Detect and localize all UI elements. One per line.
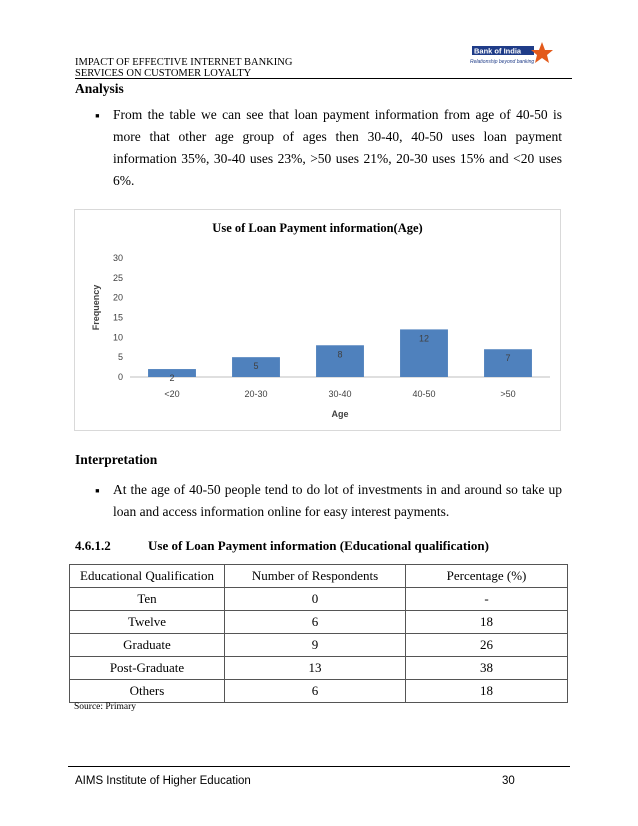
table-cell: 6: [225, 611, 406, 634]
table-header-row: [70, 565, 568, 588]
section-number: 4.6.1.2: [75, 538, 111, 553]
logo-tagline: Relationship beyond banking: [470, 59, 535, 65]
table-row: [70, 588, 568, 611]
data-label: 8: [337, 349, 343, 360]
interpretation-heading: Interpretation: [75, 452, 158, 467]
chart-title: Use of Loan Payment information(Age): [212, 221, 423, 235]
table-cell: Ten: [70, 588, 225, 611]
y-tick-label: 25: [112, 272, 123, 283]
header-rule: [75, 78, 572, 79]
table-cell: 18: [406, 680, 568, 703]
bullet-icon: ▪: [95, 108, 100, 123]
running-header: [75, 57, 305, 79]
header-line-2: SERVICES ON CUSTOMER LOYALTY: [75, 68, 252, 79]
footer-institute: AIMS Institute of Higher Education: [75, 775, 251, 787]
footer-rule: [68, 766, 570, 767]
table-source: Source: Primary: [74, 702, 137, 712]
data-label: 5: [253, 361, 259, 372]
bar-chart: [75, 210, 560, 430]
table-header-cell: Number of Respondents: [225, 565, 406, 588]
y-tick-label: 10: [112, 332, 123, 343]
table-cell: 6: [225, 680, 406, 703]
analysis-heading: Analysis: [75, 81, 124, 96]
x-tick-label: >50: [500, 389, 516, 399]
y-tick-label: 5: [117, 352, 123, 363]
table-cell: Graduate: [70, 634, 225, 657]
x-tick-label: 20-30: [244, 389, 268, 399]
table-cell: 0: [225, 588, 406, 611]
table-cell: 18: [406, 611, 568, 634]
bullet-icon: ▪: [95, 483, 100, 498]
y-tick-label: 15: [112, 312, 123, 323]
y-axis-title: Frequency: [91, 284, 101, 331]
header-line-1: IMPACT OF EFFECTIVE INTERNET BANKING: [75, 57, 293, 68]
table-cell: Others: [70, 680, 225, 703]
x-tick-label: 30-40: [328, 389, 352, 399]
chart-container: [74, 209, 561, 431]
page-number: 30: [502, 775, 515, 787]
data-label: 7: [505, 353, 511, 364]
qualification-table: [69, 564, 568, 703]
table-row: [70, 634, 568, 657]
table-cell: -: [406, 588, 568, 611]
table-cell: 26: [406, 634, 568, 657]
logo-text: Bank of India: [474, 46, 522, 56]
table-cell: 13: [225, 657, 406, 680]
table-row: [70, 657, 568, 680]
table-cell: 38: [406, 657, 568, 680]
x-axis-title: Age: [331, 409, 349, 419]
analysis-text: From the table we can see that loan payment information from age of 40-50 is more that other age group of ages then 30-40, 40-50 uses loan payment information 35%, 30-40 uses 23%, >50 uses 21%, 20-30 uses 15% and <20 uses 6%.: [113, 107, 562, 188]
y-tick-label: 20: [112, 292, 123, 303]
y-tick-label: 0: [117, 372, 123, 382]
table-cell: Post-Graduate: [70, 657, 225, 680]
x-tick-label: <20: [164, 389, 180, 399]
x-tick-label: 40-50: [412, 389, 436, 399]
table-row: [70, 611, 568, 634]
y-tick-label: 30: [112, 253, 123, 263]
table-header-cell: Percentage (%): [406, 565, 568, 588]
table-row: [70, 680, 568, 703]
bank-of-india-logo: [464, 40, 556, 70]
section-title: Use of Loan Payment information (Educational qualification): [148, 538, 489, 553]
table-cell: 9: [225, 634, 406, 657]
table-cell: Twelve: [70, 611, 225, 634]
data-label: 12: [418, 333, 430, 344]
data-label: 2: [169, 373, 175, 384]
table-header-cell: Educational Qualification: [70, 565, 225, 588]
interpretation-text: At the age of 40-50 people tend to do lot of investments in and around so take up loan and access information online for easy interest payments.: [113, 482, 562, 519]
